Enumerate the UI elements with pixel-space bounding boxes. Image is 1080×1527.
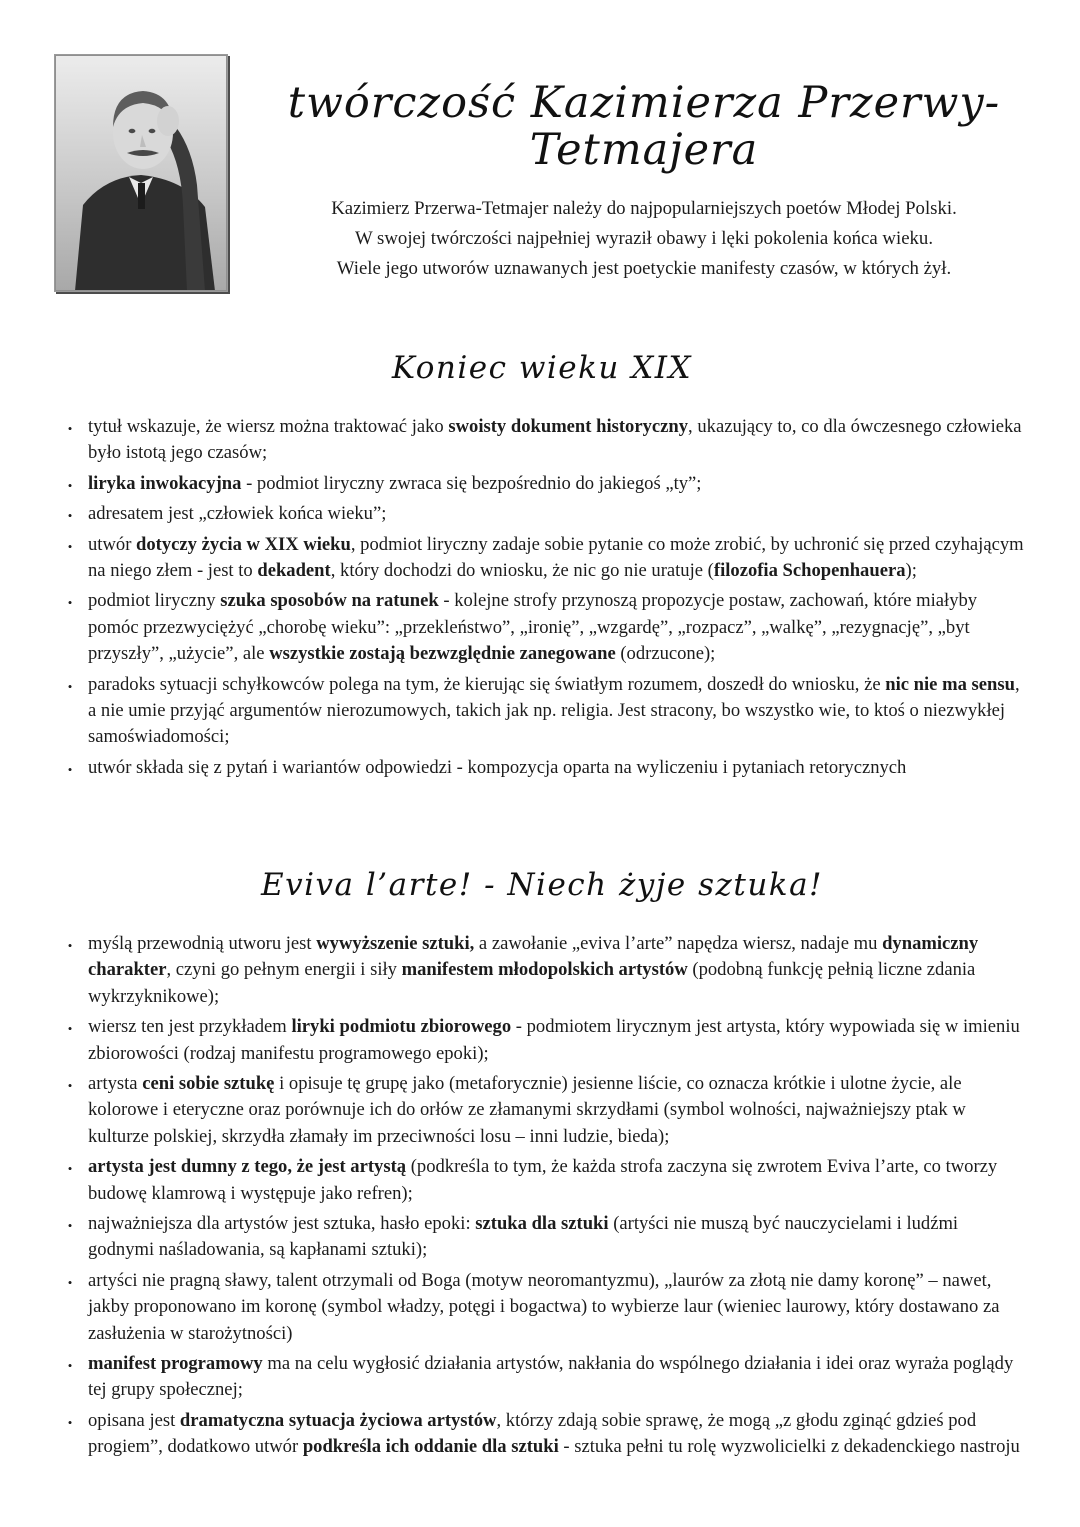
list-item — [52, 755, 1032, 781]
list-item — [52, 471, 1032, 497]
list-item — [52, 1211, 1032, 1264]
intro-line: Wiele jego utworów uznawanych jest poetyckie manifesty czasów, w których żył. — [336, 258, 952, 280]
list-item-text: paradoks sytuacji schyłkowców polega na tym, że kierując się światłym rozumem, doszedł do wniosku, że nic nie ma sensu, a nie umie przyjąć argumentów nierozumowych, takich jak np. religia. Jest stracony, bo wszystko wie, to ktoś o niezwykłej samoświadomości; — [88, 673, 1020, 748]
intro-paragraph — [256, 195, 1032, 283]
bullet-dot: • — [67, 1357, 73, 1373]
list-item-text: myślą przewodnią utworu jest wywyższenie sztuki, a zawołanie „eviva l’arte” napędza wiersz, nadaje mu dynamiczny charakter, czyni go pełnym energii i siły manifestem młodopolskich artystów (podobną funkcję pełnią liczne zdania wykrzyknikowe); — [88, 933, 979, 1007]
list-item-text: liryka inwokacyjna - podmiot liryczny zwraca się bezpośrednio do jakiegoś „ty”; — [88, 472, 702, 494]
page-header — [52, 46, 1032, 292]
list-item-text: najważniejsza dla artystów jest sztuka, hasło epoki: sztuka dla sztuki (artyści nie muszą być nauczycielami i ludźmi godnymi naśladowania, są kapłanami sztuki); — [88, 1212, 959, 1261]
list-item — [52, 1351, 1032, 1404]
list-item-text: opisana jest dramatyczna sytuacja życiowa artystów, którzy zdają sobie sprawę, że mogą „z głodu zginąć gdzieś pod progiem”, dodatkowo utwór podkreśla ich oddanie dla sztuki - sztuka pełni tu rolę wyzwolicielki z dekadenckiego nastroju — [88, 1409, 1020, 1458]
bullet-dot: • — [67, 421, 73, 436]
portrait-illustration — [55, 55, 227, 291]
list-item-text: wiersz ten jest przykładem liryki podmiotu zbiorowego - podmiotem lirycznym jest artysta, który wypowiada się w imieniu zbiorowości (rodzaj manifestu programowego epoki); — [88, 1016, 1020, 1064]
section-heading: Koniec wieku XIX — [391, 350, 693, 386]
intro-line: Kazimierz Przerwa-Tetmajer należy do najpopularniejszych poetów Młodej Polski. — [331, 197, 957, 219]
sections — [52, 350, 1032, 1461]
list-item — [52, 532, 1032, 585]
list-item-text: utwór składa się z pytań i wariantów odpowiedzi - kompozycja oparta na wyliczeniu i pytaniach retorycznych — [88, 756, 907, 778]
bullet-dot: • — [67, 938, 73, 954]
bullet-dot: • — [67, 538, 73, 554]
bullet-dot: • — [67, 477, 73, 493]
list-item-text: podmiot liryczny szuka sposobów na ratunek - kolejne strofy przynoszą propozycje postaw, zachowań, które miałyby pomóc przezwyciężyć „chorobę wieku”: „przekleństwo”, „ironię”, „wzgardę”, „rozpacz”, „walkę”, „rezygnację”, „byt przyszły”, „użycie”, ale wszystkie zostają bezwzględnie zanegowane (odrzucone); — [88, 590, 978, 665]
list-item-text: manifest programowy ma na celu wygłosić działania artystów, nakłania do wspólnego działania i idei oraz wyraża poglądy tej grupy społecznej; — [88, 1352, 1014, 1401]
page-title: twórczość Kazimierza Przerwy-Tetmajera — [287, 78, 1001, 176]
list-item — [52, 1408, 1032, 1461]
list-item — [52, 1071, 1032, 1150]
bullet-dot: • — [67, 1021, 73, 1037]
list-item-text: artyści nie pragną sławy, talent otrzymali od Boga (motyw neoromantyzmu), „laurów za złotą nie damy koronę” – nawet, jakby proponowano im koronę (symbol władzy, potęgi i bogactwa) to wybierze laur (wieniec laurowy, który dostawano za zasłużenia w starożytności) — [88, 1269, 1000, 1344]
list-item-text: utwór dotyczy życia w XIX wieku, podmiot liryczny zadaje sobie pytanie co może zrobić, by uchronić się przed czyhającym na niego złem - jest to dekadent, który dochodzi do wniosku, że nic go nie uratuje (filozofia Schopenhauera); — [88, 533, 1024, 581]
list-item-text: adresatem jest „człowiek końca wieku”; — [88, 503, 387, 525]
bullet-dot: • — [67, 1161, 73, 1177]
bullet-dot: • — [67, 761, 73, 777]
intro-line: W swojej twórczości najpełniej wyraził obawy i lęki pokolenia końca wieku. — [354, 227, 934, 249]
header-text — [256, 46, 1032, 285]
list-item — [52, 1014, 1032, 1067]
list-item — [52, 588, 1032, 667]
bullet-dot: • — [67, 678, 73, 694]
list-item — [52, 414, 1032, 467]
list-item — [52, 1154, 1032, 1207]
list-item-text: artysta ceni sobie sztukę i opisuje tę grupę jako (metaforycznie) jesienne liście, co oznacza krótkie i ulotne życie, ale kolorowe i eteryczne oraz porównuje ich do orłów ze złamanymi skrzydłami (symbol wolności, najważniejszy ptak w kulturze polskiej, skrzydła złamały im przeciwności losu – inni ludzie, bieda); — [88, 1073, 966, 1147]
content-section — [52, 867, 1032, 1460]
content-section — [52, 350, 1032, 781]
list-item — [52, 1268, 1032, 1347]
bullet-dot: • — [67, 508, 73, 524]
bullet-list — [52, 414, 1032, 781]
list-item-text: artysta jest dumny z tego, że jest artystą (podkreśla to tym, że każda strofa zaczyna się zwrotem Eviva l’arte, co tworzy budowę klamrową i występuje jako refren); — [88, 1156, 998, 1204]
bullet-dot: • — [67, 595, 73, 611]
bullet-dot: • — [67, 1414, 73, 1430]
section-heading: Eviva l’arte! - Niech żyje sztuka! — [260, 867, 824, 904]
list-item — [52, 672, 1032, 751]
list-item-text: tytuł wskazuje, że wiersz można traktować jako swoisty dokument historyczny, ukazujący to, co dla ówczesnego człowieka było istotą jego czasów; — [88, 416, 1022, 464]
bullet-dot: • — [67, 1078, 73, 1094]
bullet-dot: • — [67, 1217, 73, 1233]
portrait-photo — [54, 54, 228, 292]
list-item — [52, 501, 1032, 527]
bullet-dot: • — [67, 1274, 73, 1290]
bullet-list — [52, 931, 1032, 1460]
list-item — [52, 931, 1032, 1010]
